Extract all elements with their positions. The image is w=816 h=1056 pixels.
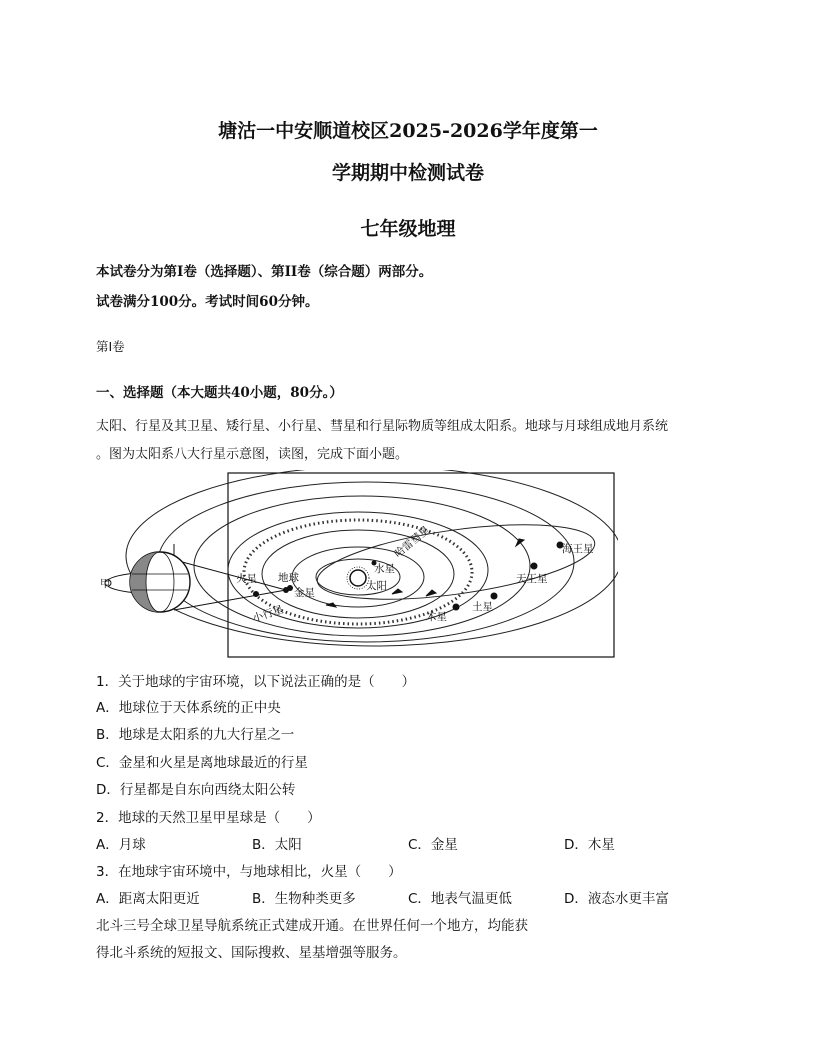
exam-title-line2: 学期期中检测试卷 <box>331 162 484 184</box>
question-3-option-d: D．液态水更丰富 <box>564 891 669 907</box>
passage-line-1: 北斗三号全球卫星导航系统正式建成开通。在世界任何一个地方，均能获 <box>96 918 528 934</box>
section-heading: 一、选择题（本大题共40小题，80分。） <box>96 385 343 401</box>
passage-line-2: 得北斗系统的短报文、国际搜救、星基增强等服务。 <box>96 945 407 961</box>
question-3-option-c: C．地表气温更低 <box>408 891 512 907</box>
label-sun: 太阳 <box>366 580 387 592</box>
question-3-option-a: A．距离太阳更近 <box>96 891 200 907</box>
jupiter-mark <box>453 604 460 611</box>
label-uranus: 天王星 <box>516 573 548 585</box>
label-comet: 哈雷彗星 <box>392 524 433 561</box>
uranus-mark <box>531 563 538 570</box>
saturn-mark <box>491 593 498 600</box>
question-1-option-b: B．地球是太阳系的九大行星之一 <box>96 727 295 743</box>
volume-label: 第I卷 <box>96 339 125 354</box>
label-jupiter: 木星 <box>426 611 447 623</box>
label-saturn: 土星 <box>472 601 493 613</box>
question-1-option-a: A．地球位于天体系统的正中央 <box>96 700 281 716</box>
label-mercury: 水星 <box>374 563 395 575</box>
question-2-option-a: A．月球 <box>96 837 146 853</box>
label-mars: 火星 <box>236 573 257 585</box>
exam-title-line1: 塘沽一中安顺道校区2025-2026学年度第一 <box>218 120 598 142</box>
intro-line-1: 太阳、行星及其卫星、矮行星、小行星、彗星和行星际物质等组成太阳系。地球与月球组成地月系统 <box>96 419 669 434</box>
question-2-option-d: D．木星 <box>564 837 615 853</box>
question-3-option-b: B．生物种类更多 <box>252 891 356 907</box>
label-jia: 甲 <box>100 578 111 590</box>
question-2-option-c: C．金星 <box>408 837 458 853</box>
exam-note-2: 试卷满分100分。考试时间60分钟。 <box>96 294 319 310</box>
question-3-stem: 3．在地球宇宙环境中，与地球相比，火星（ ） <box>96 864 402 880</box>
intro-line-2: 。图为太阳系八大行星示意图，读图，完成下面小题。 <box>96 447 409 462</box>
label-asteroids: 小行星 <box>251 603 285 625</box>
exam-note-1: 本试卷分为第I卷（选择题）、第II卷（综合题）两部分。 <box>96 264 433 280</box>
question-1-option-d: D．行星都是自东向西绕太阳公转 <box>96 782 296 798</box>
sun-mark <box>350 570 366 586</box>
question-1-option-c: C．金星和火星是离地球最近的行星 <box>96 755 308 771</box>
label-venus: 金星 <box>294 587 315 599</box>
label-earth: 地球 <box>278 572 299 584</box>
orbits <box>126 470 618 646</box>
question-2-stem: 2．地球的天然卫星甲星球是（ ） <box>96 810 321 826</box>
question-1-stem: 1．关于地球的宇宙环境，以下说法正确的是（ ） <box>96 674 416 690</box>
exam-subtitle: 七年级地理 <box>360 218 456 240</box>
solar-system-figure <box>96 470 618 660</box>
label-neptune: 海王星 <box>562 543 594 555</box>
question-2-option-b: B．太阳 <box>252 837 302 853</box>
